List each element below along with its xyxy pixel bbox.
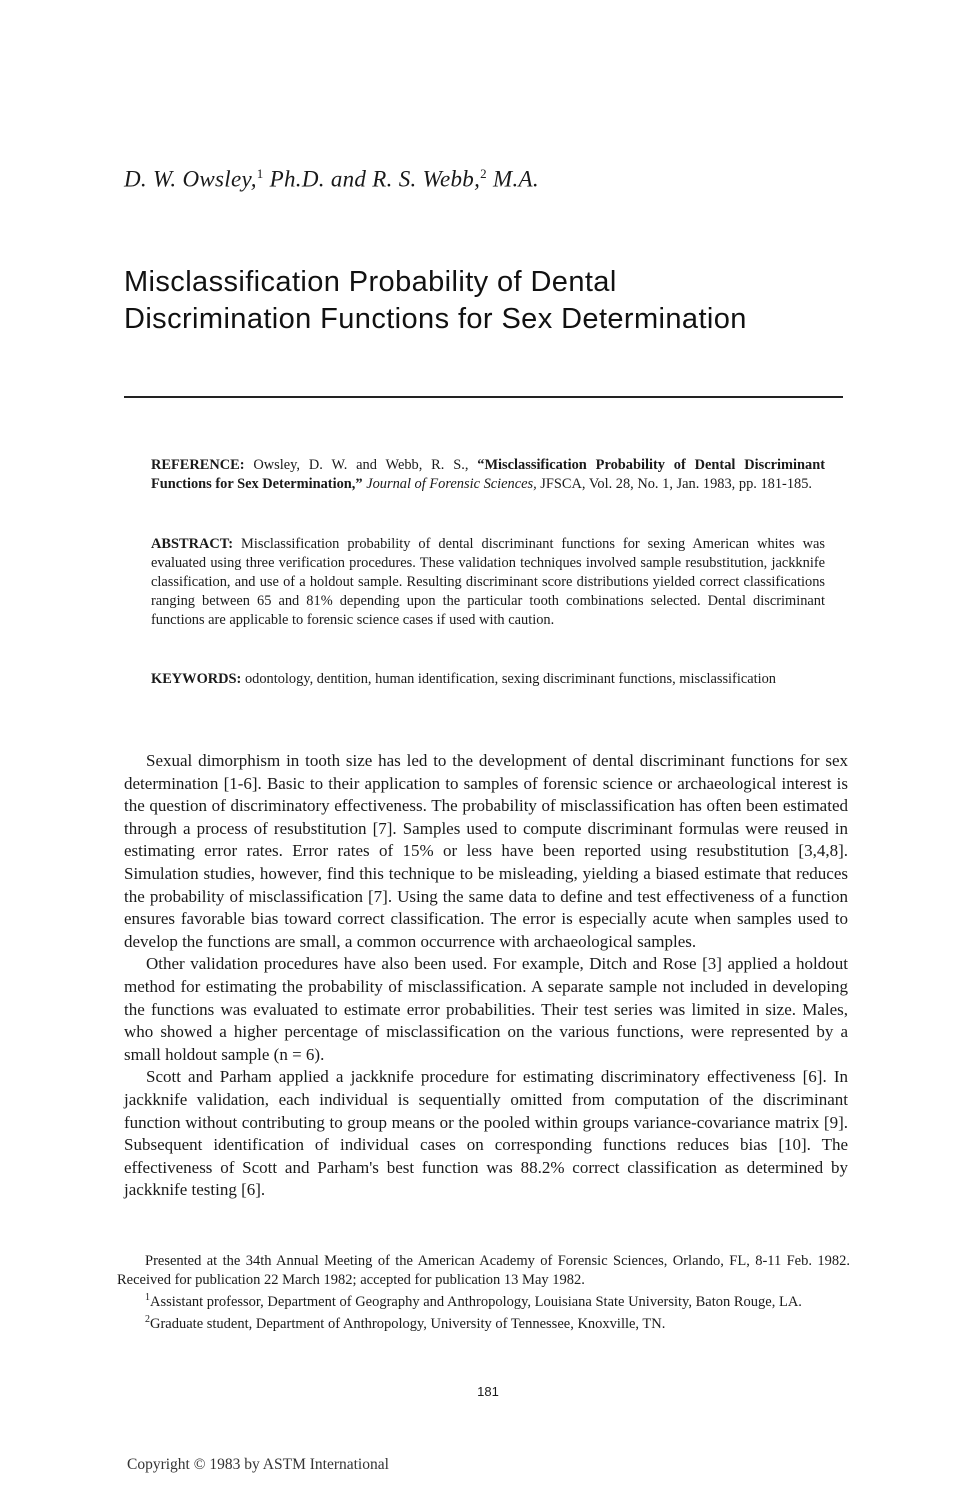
footnote-2-mark: 2 [145,1314,150,1326]
author-1: D. W. Owsley, [124,166,257,192]
body-paragraph-1: Sexual dimorphism in tooth size has led to the development of dental discriminant functions for sex determination [1-6]. Basic to their application to samples of forensic science or archaeological interest is the question of discriminatory effectiveness. The probability of misclassification has often been estimated through a process of resubstitution [7]. Samples used to compute discriminant formulas were reused in estimating error rates. Error rates of 15% or less have been reported using resubstitution [3,4,8]. Simulation studies, however, find this technique to be misleading, yielding a biased estimate that reduces the probability of misclassification [7]. Using the same data to define and test effectiveness of a function ensures favorable bias toward correct classification. The error is especially acute when samples used to develop the functions are small, a common occurrence with archaeological samples. [124,751,848,951]
author-line [124,166,539,193]
footnote-2-text: Graduate student, Department of Anthropology, University of Tennessee, Knoxville, TN. [150,1316,666,1333]
footnote-1 [117,1289,850,1311]
author-2-degree: M.A. [493,166,539,192]
title-line-2: Discrimination Functions for Sex Determination [124,303,747,335]
abstract-block [151,535,825,630]
body-text [124,750,848,1202]
keywords-text: odontology, dentition, human identification, sexing discriminant functions, misclassification [241,671,776,687]
title-line-1: Misclassification Probability of Dental [124,266,617,298]
footnotes [117,1252,850,1334]
reference-article-title: “Misclassification Probability of Dental Discriminant Functions for Sex Determination,” [151,457,825,492]
body-paragraph-2: Other validation procedures have also been used. For example, Ditch and Rose [3] applied a holdout method for estimating the probability of misclassification. A separate sample not included in developing the functions was evaluated to estimate error probabilities. Their test series was limited in size. Males, who showed a higher percentage of misclassification on the various functions, were represented by a small holdout sample (n = 6). [124,954,848,1064]
abstract-label: ABSTRACT: [151,536,234,552]
reference-journal: Journal of Forensic Sciences, [362,476,537,492]
author-1-footnote-mark: 1 [256,166,264,181]
reference-authors: Owsley, D. W. and Webb, R. S., [244,457,478,473]
reference-block [151,456,825,494]
keywords-label: KEYWORDS: [151,671,242,687]
footnote-presented: Presented at the 34th Annual Meeting of the American Academy of Forensic Sciences, Orlando, FL, 8-11 Feb. 1982. Received for publication 22 March 1982; accepted for publication 13 May 1982. [117,1253,850,1288]
keywords-block [151,670,825,689]
abstract-text: Misclassification probability of dental discriminant functions for sexing American whites was evaluated using three verification procedures. These validation techniques involved sample resubstitution, jackknife classification, and use of a holdout sample. Resulting discriminant score distributions yielded correct classifications ranging between 65 and 81% depending upon the particular tooth combinations selected. Dental discriminant functions are applicable to forensic science cases if used with caution. [151,536,825,628]
footnote-1-text: Assistant professor, Department of Geography and Anthropology, Louisiana State University, Baton Rouge, LA. [150,1293,802,1310]
footnote-2 [117,1311,850,1333]
copyright-notice: Copyright © 1983 by ASTM International [127,1456,389,1473]
body-paragraph-3: Scott and Parham applied a jackknife procedure for estimating discriminatory effectiveness [6]. In jackknife validation, each individual is sequentially omitted from computation of the discriminant function without contributing to group means or the pooled within groups variance-covariance matrix [9]. Subsequent identification of individual cases on corresponding functions reduces bias [10]. The effectiveness of Scott and Parham's best function was 88.2% correct classification as determined by jackknife testing [6]. [124,1067,848,1200]
reference-label: REFERENCE: [151,457,245,473]
title-divider [124,396,843,398]
paper-title [124,264,884,338]
author-2-footnote-mark: 2 [480,166,487,181]
footnote-1-mark: 1 [145,1292,150,1303]
page-number: 181 [477,1384,499,1399]
reference-details: JFSCA, Vol. 28, No. 1, Jan. 1983, pp. 181-185. [536,476,813,492]
author-1-degree-and-author-2: Ph.D. and R. S. Webb, [269,166,481,192]
